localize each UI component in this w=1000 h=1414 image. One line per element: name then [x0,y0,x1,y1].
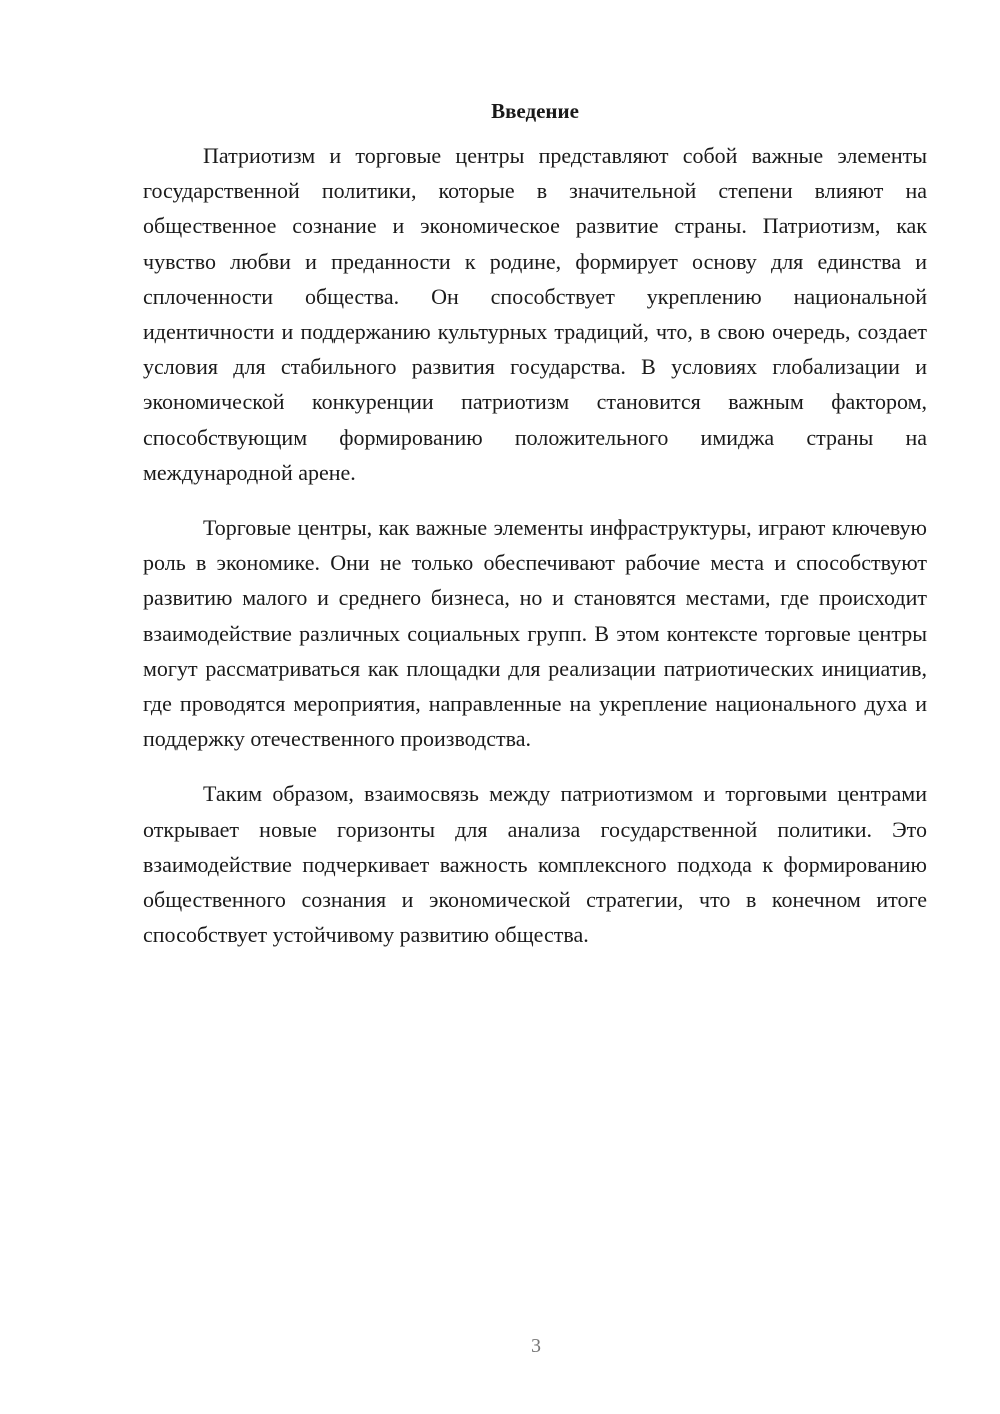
paragraph-2: Торговые центры, как важные элементы инфраструктуры, играют ключевую роль в экономике. Они не только обеспечивают рабочие места и способствуют развитию малого и среднего бизнеса, но и становятся местами, где происходит взаимодействие различных социальных групп. В этом контексте торговые центры могут рассматриваться как площадки для реализации патриотических инициатив, где проводятся мероприятия, направленные на укрепление национального духа и поддержку отечественного производства. [143,515,927,752]
paragraph-3: Таким образом, взаимосвязь между патриотизмом и торговыми центрами открывает новые горизонты для анализа государственной политики. Это взаимодействие подчеркивает важность комплексного подхода к формированию общественного сознания и экономической стратегии, что в конечном итоге способствует устойчивому развитию общества. [143,781,927,948]
paragraph-1: Патриотизм и торговые центры представляют собой важные элементы государственной политики, которые в значительной степени влияют на общественное сознание и экономическое развитие страны. Патриотизм, как чувство любви и преданности к родине, формирует основу для единства и сплоченности общества. Он способствует укреплению национальной идентичности и поддержанию культурных традиций, что, в свою очередь, создает условия для стабильного развития государства. В условиях глобализации и экономической конкуренции патриотизм становится важным фактором, способствующим формированию положительного имиджа страны на международной арене. [143,143,927,485]
section-heading: Введение [491,99,579,123]
page-number: 3 [531,1335,541,1357]
page-content [143,96,927,972]
